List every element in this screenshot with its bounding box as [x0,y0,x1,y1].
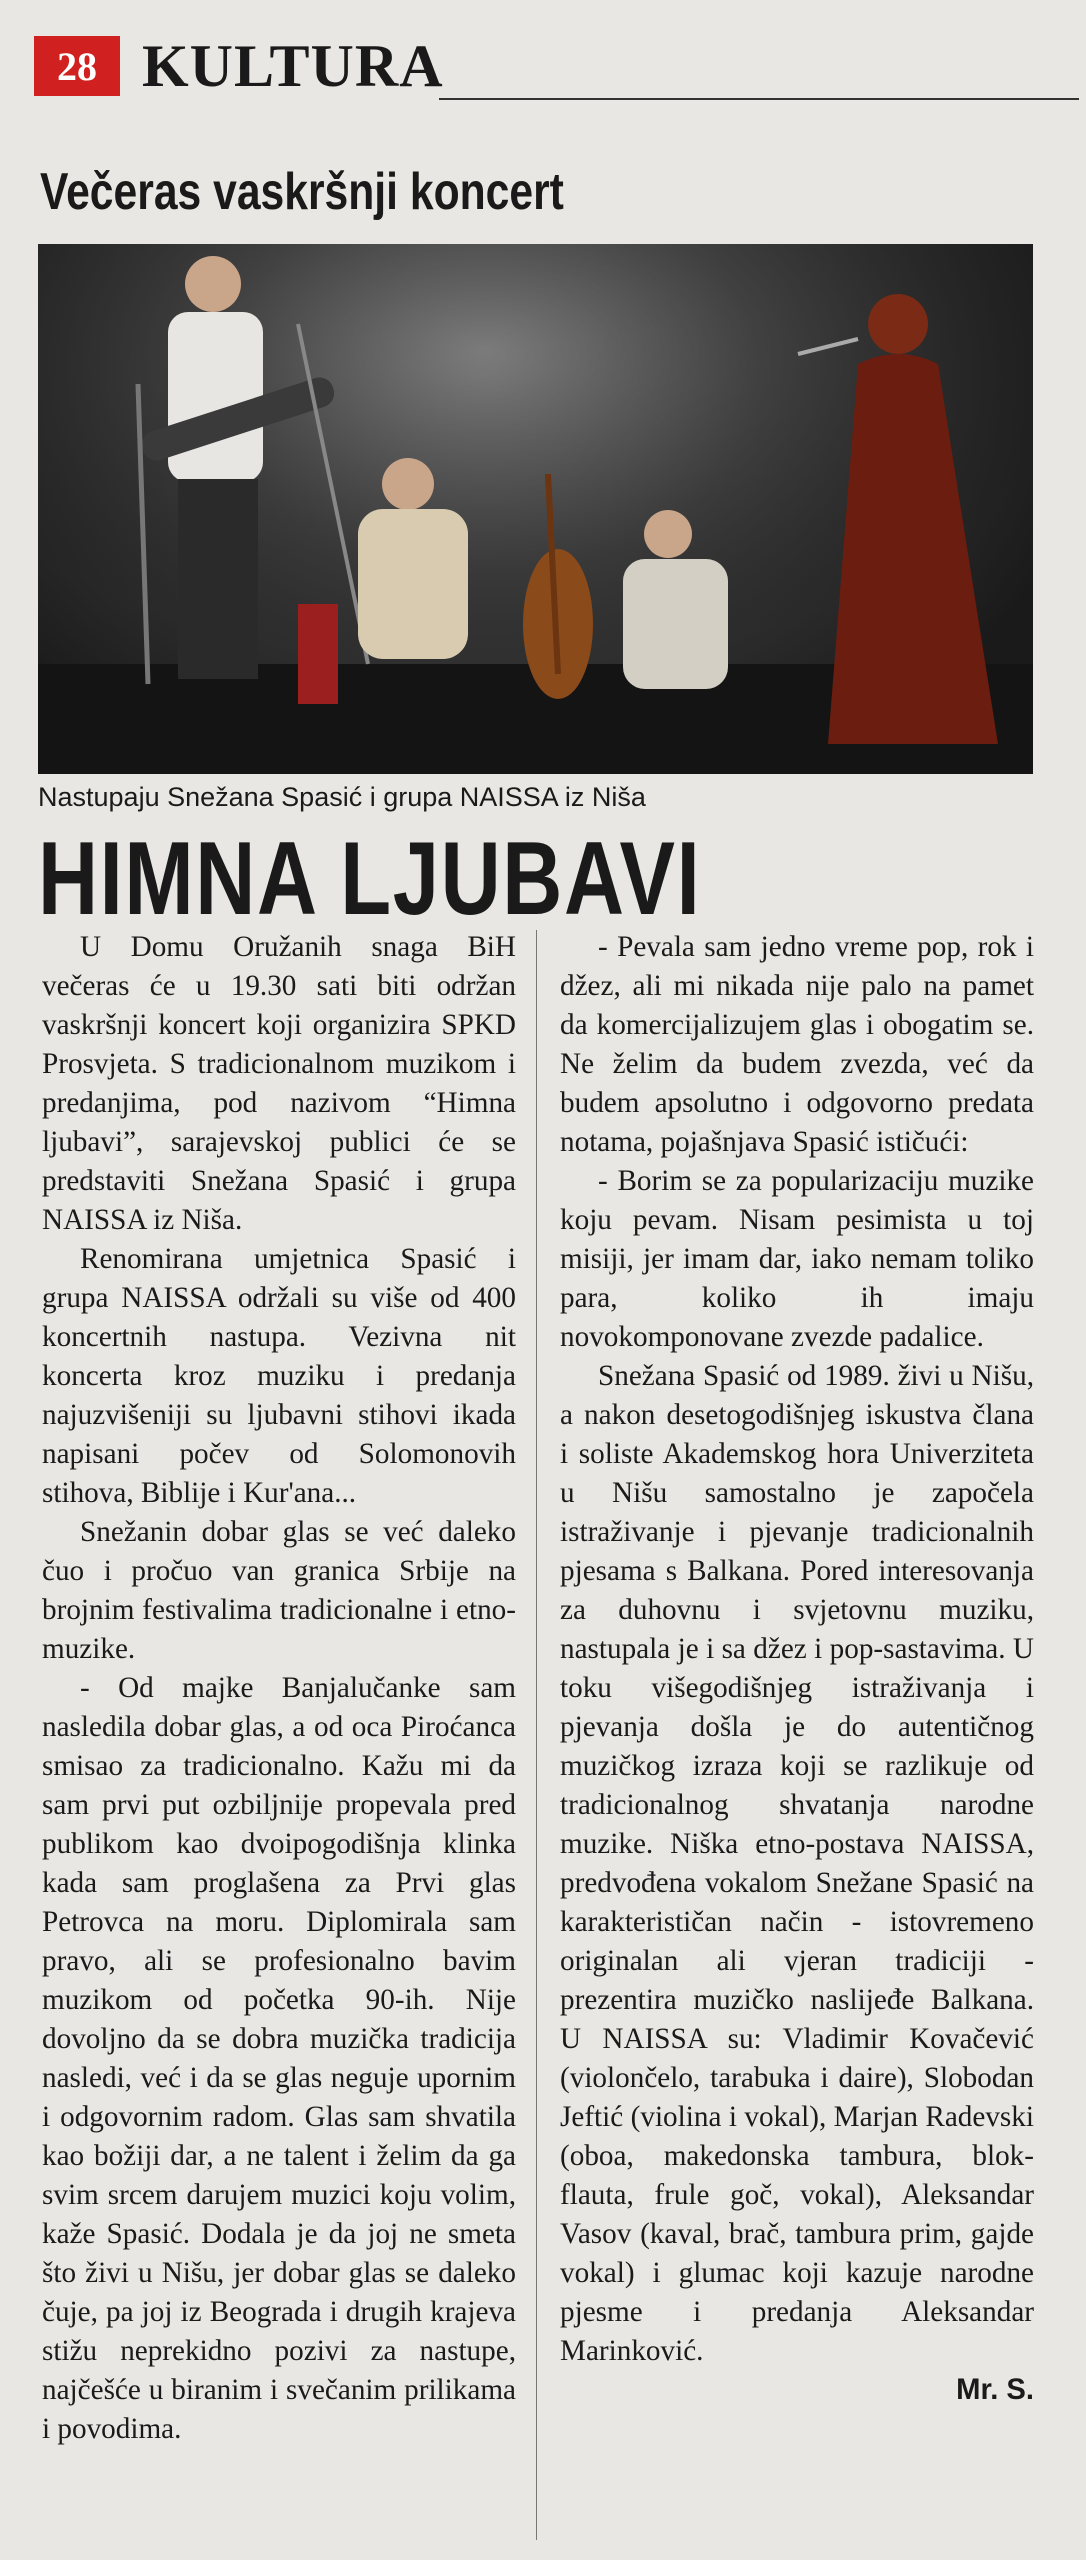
article-column-left [42,928,516,2449]
paragraph: Renomirana umjetnica Spasić i grupa NAISSA održali su više od 400 koncertnih nastupa. Vezivna nit koncerta kroz muziku i predanja najuzvišeniji su ljubavni stihovi ikada napisani počev od Solomonovih stihova, Biblije i Kur'ana... [42,1243,516,1509]
concert-photo-illustration [38,244,1033,774]
paragraph: Snežana Spasić od 1989. živi u Nišu, a nakon desetogodišnjeg iskustva člana i soliste Akademskog hora Univerziteta u Nišu samostalno je započela istraživanje i pjevanje tradicionalnih pjesama s Balkana. Pored interesovanja za duhovnu i svjetovnu muziku, nastupala je i sa džez i pop-sastavima. U toku višegodišnjeg istraživanja i pjevanja došla je do autentičnog muzičkog izraza koji se razlikuje od tradicionalnog shvatanja narodne muzike. Niška etno-postava NAISSA, predvođena vokalom Snežane Spasić na karakterističan način - istovremeno originalan ali vjeran tradiciji - prezentira muzičko naslijeđe Balkana. U NAISSA su: Vladimir Kovačević (violončelo, tarabuka i daire), Slobodan Jeftić (violina i vokal), Marjan Radevski (oboa, makedonska tambura, blok-flauta, frule goč, vokal), Aleksandar Vasov (kaval, brač, tambura prim, gajde vokal) i glumac koji kazuje narodne pjesme i predanja Aleksandar Marinković. [560,1360,1034,2367]
author-signature: Mr. S. [956,2374,1034,2406]
paragraph: - Od majke Banjalučanke sam nasledila dobar glas, a od oca Piroćanca smisao za tradicionalno. Kažu mi da sam prvi put ozbiljnije propevala pred publikom kao dvoipogodišnja klinka kada sam proglašena za Prvi glas Petrovca na moru. Diplomirala sam pravo, ali se profesionalno bavim muzikom od početka 90-ih. Nije dovoljno da se dobra muzička tradicija nasledi, već i da se glas neguje upornim i odgovornim radom. Glas sam shvatila kao božiji dar, a ne talent i želim da ga svim srcem darujem muzici koju volim, kaže Spasić. Dodala je da joj ne smeta što živi u Nišu, jer dobar glas se daleko čuje, pa joj iz Beograda i drugih krajeva stižu neprekidno pozivi za nastupe, najčešće u biranim i svečanim prilikama i povodima. [42,1672,516,2445]
paragraph: U Domu Oružanih snaga BiH večeras će u 19.30 sati biti održan vaskršnji koncert koji organizira SPKD Prosvjeta. S tradicionalnom muzikom i predanjima, pod nazivom “Himna ljubavi”, sarajevskoj publici će se predstaviti Snežana Spasić i grupa NAISSA iz Niša. [42,931,516,1236]
paragraph: Snežanin dobar glas se već daleko čuo i pročuo van granica Srbije na brojnim festivalima tradicionalne i etno-muzike. [42,1516,516,1665]
article-headline: HIMNA LJUBAVI [38,821,702,937]
article-subhead: Večeras vaskršnji koncert [40,163,564,221]
header-rule [439,98,1079,100]
concert-photo [38,244,1033,774]
paragraph: - Borim se za popularizaciju muzike koju pevam. Nisam pesimista u toj misiji, jer imam dar, iako nemam toliko para, koliko ih imaju novokomponovane zvezde padalice. [560,1165,1034,1353]
section-title: KULTURA [142,33,444,99]
page-number: 28 [34,36,120,96]
photo-caption: Nastupaju Snežana Spasić i grupa NAISSA iz Niša [38,782,646,812]
column-divider [536,930,537,2540]
page-header [34,28,1074,98]
paragraph: - Pevala sam jedno vreme pop, rok i džez, ali mi nikada nije palo na pamet da komercijalizujem glas i obogatim se. Ne želim da budem zvezda, već da budem apsolutno i odgovorno predata notama, pojašnjava Spasić ističući: [560,931,1034,1158]
article-column-right [560,928,1034,2410]
